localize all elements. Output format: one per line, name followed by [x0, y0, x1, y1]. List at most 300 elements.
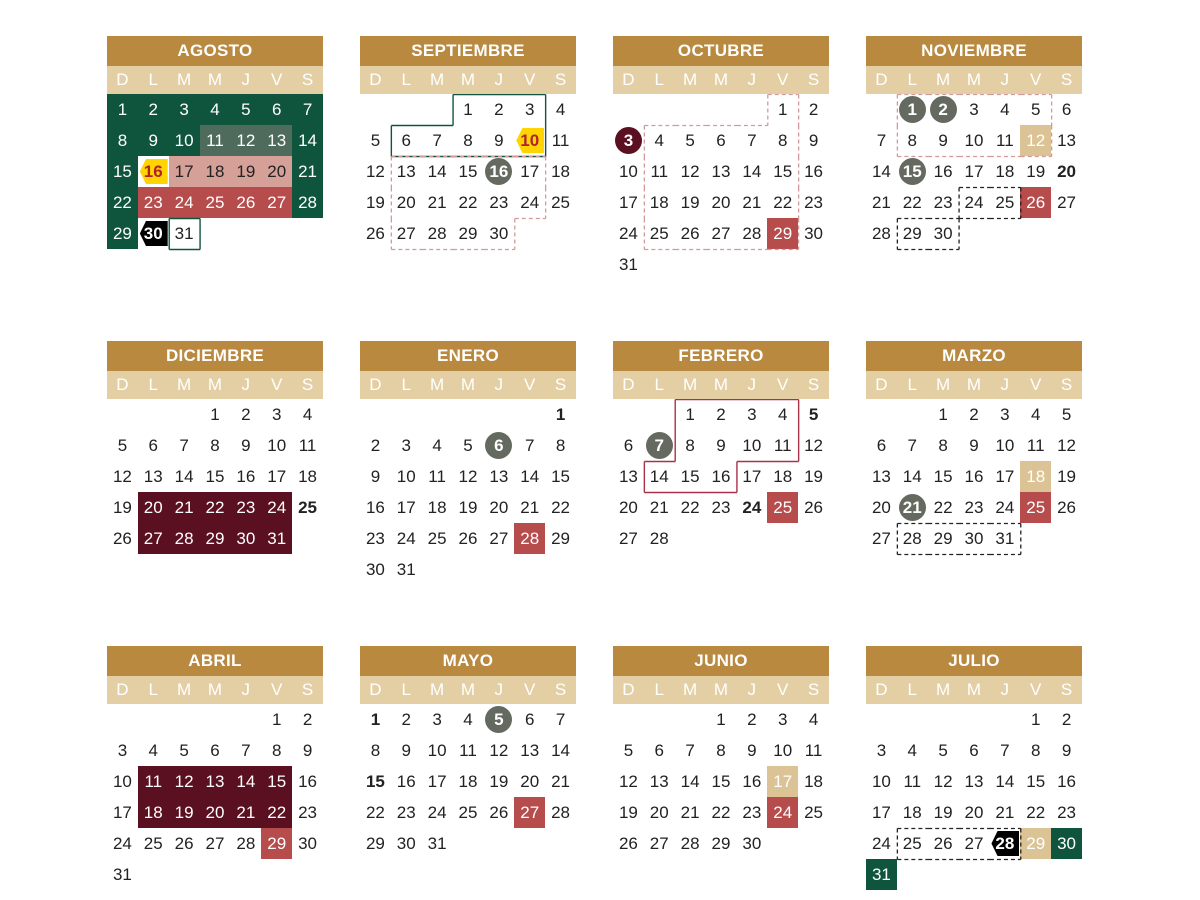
day-cell: 11 — [804, 741, 823, 760]
day-cell: 21 — [230, 797, 261, 828]
weekday-label: L — [907, 375, 917, 394]
day-cell: 13 — [200, 766, 231, 797]
day-cell: 1 — [897, 94, 928, 125]
day-cell: 12 — [1057, 436, 1077, 455]
weekday-label: J — [241, 70, 251, 89]
day-cell: 18 — [902, 803, 922, 822]
day-cell: 1 — [555, 405, 566, 424]
day-cell: 3 — [969, 100, 979, 119]
day-cell: 13 — [143, 467, 163, 486]
day-cell: 1 — [210, 405, 220, 424]
day-cell: 14 — [230, 766, 261, 797]
weekday-label: D — [875, 680, 888, 699]
day-cell: 24 — [995, 498, 1015, 517]
day-cell: 27 — [205, 834, 225, 853]
day-cell: 23 — [804, 193, 824, 212]
month-title: ABRIL — [107, 646, 323, 676]
weekday-label: J — [1000, 70, 1010, 89]
day-cell: 9 — [302, 741, 313, 760]
day-cell: 1 — [777, 100, 788, 119]
day-cell: 15 — [933, 467, 953, 486]
weekday-label: V — [776, 680, 789, 699]
day-cell: 6 — [401, 131, 411, 150]
day-cell: 7 — [1000, 741, 1010, 760]
weekday-label: L — [401, 375, 411, 394]
day-cell: 1 — [938, 405, 948, 424]
day-grid — [613, 94, 829, 280]
weekday-label: M — [430, 375, 445, 394]
day-cell: 18 — [200, 156, 231, 187]
day-cell: 22 — [773, 193, 793, 212]
day-cell: 11 — [428, 467, 446, 486]
day-cell: 21 — [680, 803, 700, 822]
day-cell: 6 — [623, 436, 634, 455]
day-cell: 19 — [804, 467, 824, 486]
day-cell: 13 — [396, 162, 416, 181]
weekday-header — [107, 676, 323, 704]
day-cell: 4 — [907, 741, 917, 760]
day-cell: 8 — [555, 436, 566, 455]
day-cell: 19 — [489, 772, 509, 791]
day-grid — [360, 399, 576, 585]
day-cell: 24 — [520, 193, 540, 212]
day-cell: 28 — [551, 803, 571, 822]
day-cell: 9 — [401, 741, 411, 760]
day-cell: 7 — [876, 131, 887, 150]
weekday-label: L — [148, 70, 158, 89]
day-cell: 25 — [902, 834, 922, 853]
day-cell: 7 — [179, 436, 189, 455]
weekday-label: M — [936, 680, 951, 699]
weekday-label: M — [936, 70, 951, 89]
day-cell: 19 — [1057, 467, 1077, 486]
day-cell: 25 — [200, 187, 231, 218]
month-enero — [360, 341, 576, 585]
day-cell: 7 — [432, 131, 442, 150]
weekday-label: M — [207, 375, 223, 394]
day-cell: 29 — [261, 828, 292, 859]
day-cell: 9 — [494, 131, 504, 150]
weekday-header — [866, 676, 1082, 704]
weekday-label: J — [241, 375, 251, 394]
day-cell: 15 — [458, 162, 478, 181]
day-cell: 1 — [685, 405, 695, 424]
day-cell: 17 — [767, 766, 798, 797]
day-cell: 17 — [618, 193, 638, 212]
day-cell: 15 — [205, 467, 225, 486]
day-cell: 4 — [654, 131, 664, 150]
day-cell: 6 — [716, 131, 726, 150]
day-cell: 12 — [169, 766, 200, 797]
day-cell: 3 — [401, 436, 411, 455]
day-cell: 6 — [1061, 100, 1072, 119]
day-grid — [866, 704, 1082, 890]
day-cell: 2 — [716, 405, 726, 424]
day-cell: 18 — [649, 193, 669, 212]
day-grid — [107, 704, 323, 890]
day-cell: 28 — [427, 224, 447, 243]
day-cell: 15 — [365, 772, 385, 791]
weekday-label: M — [713, 70, 729, 89]
day-cell: 28 — [169, 523, 200, 554]
day-cell: 8 — [907, 131, 917, 150]
day-cell: 7 — [747, 131, 757, 150]
day-cell: 15 — [1026, 772, 1046, 791]
day-cell: 12 — [365, 162, 385, 181]
day-cell: 30 — [804, 224, 824, 243]
weekday-label: D — [369, 680, 382, 699]
day-cell: 24 — [261, 492, 292, 523]
day-cell: 24 — [112, 834, 132, 853]
day-cell: 5 — [179, 741, 189, 760]
day-cell: 27 — [871, 529, 891, 548]
day-cell: 17 — [169, 156, 200, 187]
day-cell: 5 — [1061, 405, 1072, 424]
day-cell: 21 — [427, 193, 447, 212]
weekday-label: M — [460, 375, 476, 394]
weekday-label: S — [1060, 375, 1073, 394]
day-cell: 26 — [804, 498, 824, 517]
day-cell: 20 — [1057, 162, 1077, 181]
day-grid — [613, 399, 829, 585]
weekday-label: V — [776, 70, 789, 89]
day-cell: 25 — [458, 803, 478, 822]
day-cell: 10 — [169, 125, 200, 156]
day-cell: 4 — [808, 710, 819, 729]
month-julio — [866, 646, 1082, 890]
day-grid — [107, 399, 323, 585]
day-cell: 10 — [995, 436, 1015, 455]
day-cell: 8 — [777, 131, 788, 150]
day-cell: 11 — [138, 766, 169, 797]
day-cell: 17 — [742, 467, 762, 486]
day-cell: 3 — [777, 710, 788, 729]
day-cell: 19 — [365, 193, 385, 212]
weekday-label: L — [654, 70, 664, 89]
day-cell: 10 — [773, 741, 793, 760]
day-cell: 14 — [174, 467, 194, 486]
day-cell: 31 — [396, 560, 416, 579]
day-cell: 6 — [969, 741, 979, 760]
day-cell: 9 — [938, 131, 948, 150]
weekday-label: V — [270, 375, 283, 394]
day-cell: 18 — [138, 797, 169, 828]
day-cell: 22 — [1026, 803, 1046, 822]
day-cell: 4 — [432, 436, 442, 455]
day-cell: 20 — [871, 498, 891, 517]
day-cell: 21 — [520, 498, 540, 517]
day-cell: 13 — [1057, 131, 1077, 150]
day-cell: 27 — [964, 834, 984, 853]
day-cell: 26 — [1020, 187, 1051, 218]
day-cell: 22 — [933, 498, 953, 517]
day-cell: 12 — [458, 467, 478, 486]
day-cell: 29 — [933, 529, 953, 548]
day-cell: 28 — [649, 529, 669, 548]
day-cell: 4 — [200, 94, 231, 125]
day-cell: 17 — [520, 162, 540, 181]
day-cell: 10 — [618, 162, 638, 181]
day-cell: 5 — [623, 741, 634, 760]
day-cell: 17 — [964, 162, 984, 181]
day-cell: 1 — [716, 710, 726, 729]
day-cell: 8 — [938, 436, 948, 455]
day-cell: 5 — [685, 131, 695, 150]
day-cell: 4 — [777, 405, 788, 424]
day-cell: 5 — [463, 436, 473, 455]
day-cell: 6 — [148, 436, 158, 455]
day-cell: 20 — [520, 772, 540, 791]
day-cell: 23 — [138, 187, 169, 218]
day-cell: 12 — [933, 772, 953, 791]
day-cell: 2 — [808, 100, 819, 119]
day-cell: 30 — [230, 523, 261, 554]
day-cell: 18 — [804, 772, 824, 791]
weekday-label: L — [907, 680, 917, 699]
weekday-label: S — [1060, 680, 1073, 699]
day-cell: 31 — [995, 529, 1015, 548]
day-cell: 30 — [396, 834, 416, 853]
day-cell: 20 — [964, 803, 984, 822]
weekday-label: L — [401, 680, 411, 699]
day-cell: 24 — [396, 529, 416, 548]
month-noviembre — [866, 36, 1082, 280]
day-grid — [360, 704, 576, 890]
day-cell: 16 — [236, 467, 256, 486]
day-cell: 12 — [112, 467, 132, 486]
day-cell: 8 — [370, 741, 381, 760]
weekday-label: M — [207, 680, 223, 699]
month-title: JUNIO — [613, 646, 829, 676]
day-cell: 6 — [876, 436, 887, 455]
day-cell: 29 — [902, 224, 922, 243]
day-cell: 21 — [742, 193, 762, 212]
day-cell: 23 — [396, 803, 416, 822]
day-cell: 25 — [427, 529, 447, 548]
day-cell: 14 — [742, 162, 762, 181]
day-cell: 1 — [107, 94, 138, 125]
day-cell: 23 — [230, 492, 261, 523]
day-cell: 28 — [742, 224, 762, 243]
day-cell: 13 — [618, 467, 638, 486]
day-cell: 28 — [680, 834, 700, 853]
day-cell: 17 — [267, 467, 287, 486]
weekday-label: D — [116, 375, 129, 394]
weekday-label: S — [554, 70, 567, 89]
day-cell: 20 — [138, 492, 169, 523]
day-cell: 16 — [138, 156, 169, 187]
day-cell: 20 — [649, 803, 669, 822]
day-cell: 21 — [871, 193, 891, 212]
day-cell: 26 — [230, 187, 261, 218]
day-cell: 1 — [1030, 710, 1041, 729]
day-cell: 27 — [489, 529, 509, 548]
day-cell: 11 — [996, 131, 1014, 150]
day-cell: 4 — [148, 741, 158, 760]
month-title: DICIEMBRE — [107, 341, 323, 371]
weekday-label: M — [683, 680, 698, 699]
day-cell: 9 — [716, 436, 726, 455]
day-cell: 10 — [871, 772, 891, 791]
day-cell: 11 — [773, 436, 792, 455]
day-cell: 9 — [747, 741, 757, 760]
month-febrero — [613, 341, 829, 585]
day-cell: 3 — [432, 710, 442, 729]
day-cell: 13 — [964, 772, 984, 791]
day-cell: 25 — [143, 834, 163, 853]
day-cell: 2 — [494, 100, 504, 119]
day-cell: 15 — [897, 156, 928, 187]
month-octubre — [613, 36, 829, 280]
weekday-label: J — [747, 70, 757, 89]
day-cell: 7 — [555, 710, 566, 729]
day-cell: 22 — [107, 187, 138, 218]
day-cell: 17 — [112, 803, 132, 822]
weekday-label: V — [270, 70, 283, 89]
day-cell: 22 — [200, 492, 231, 523]
day-cell: 5 — [370, 131, 381, 150]
day-cell: 30 — [1051, 828, 1082, 859]
day-cell: 20 — [489, 498, 509, 517]
day-cell: 18 — [458, 772, 478, 791]
month-agosto — [107, 36, 323, 280]
weekday-label: M — [430, 680, 445, 699]
day-cell: 28 — [236, 834, 256, 853]
day-cell: 29 — [107, 218, 138, 249]
weekday-label: J — [747, 375, 757, 394]
day-cell: 1 — [271, 710, 282, 729]
day-cell: 2 — [928, 94, 959, 125]
day-cell: 23 — [298, 803, 318, 822]
day-cell: 30 — [138, 218, 169, 249]
day-cell: 19 — [618, 803, 638, 822]
day-cell: 30 — [365, 560, 385, 579]
weekday-label: J — [494, 375, 504, 394]
day-cell: 11 — [903, 772, 922, 791]
day-cell: 29 — [200, 523, 231, 554]
weekday-label: J — [241, 680, 251, 699]
day-cell: 22 — [551, 498, 571, 517]
weekday-label: M — [177, 680, 192, 699]
day-cell: 17 — [396, 498, 416, 517]
day-cell: 27 — [396, 224, 416, 243]
weekday-label: J — [1000, 375, 1010, 394]
day-cell: 24 — [742, 498, 762, 517]
day-cell: 16 — [1057, 772, 1077, 791]
weekday-label: M — [460, 70, 476, 89]
day-cell: 11 — [459, 741, 477, 760]
day-cell: 26 — [680, 224, 700, 243]
day-cell: 10 — [112, 772, 132, 791]
day-cell: 22 — [902, 193, 922, 212]
weekday-label: S — [807, 680, 820, 699]
weekday-header — [613, 66, 829, 94]
weekday-header — [107, 371, 323, 399]
day-cell: 3 — [747, 405, 757, 424]
day-cell: 25 — [995, 193, 1015, 212]
day-cell: 23 — [964, 498, 984, 517]
day-cell: 26 — [174, 834, 194, 853]
day-cell: 16 — [742, 772, 762, 791]
day-cell: 27 — [514, 797, 545, 828]
month-title: NOVIEMBRE — [866, 36, 1082, 66]
day-cell: 14 — [551, 741, 571, 760]
weekday-label: S — [807, 375, 820, 394]
day-cell: 3 — [1000, 405, 1010, 424]
day-cell: 13 — [649, 772, 669, 791]
day-cell: 22 — [680, 498, 700, 517]
weekday-label: M — [683, 70, 698, 89]
day-cell: 31 — [618, 255, 638, 274]
day-cell: 24 — [169, 187, 200, 218]
day-cell: 12 — [680, 162, 700, 181]
day-cell: 13 — [520, 741, 540, 760]
day-cell: 24 — [871, 834, 891, 853]
weekday-label: M — [966, 70, 982, 89]
day-cell: 7 — [685, 741, 695, 760]
day-cell: 5 — [230, 94, 261, 125]
weekday-label: V — [1029, 375, 1042, 394]
day-cell: 25 — [551, 193, 571, 212]
day-cell: 21 — [551, 772, 571, 791]
day-cell: 14 — [902, 467, 922, 486]
day-cell: 20 — [396, 193, 416, 212]
day-cell: 10 — [396, 467, 416, 486]
day-grid — [360, 94, 576, 280]
day-cell: 25 — [804, 803, 824, 822]
day-cell: 13 — [261, 125, 292, 156]
day-cell: 24 — [427, 803, 447, 822]
day-cell: 2 — [969, 405, 979, 424]
day-cell: 2 — [302, 710, 313, 729]
day-cell: 10 — [514, 125, 545, 156]
day-cell: 29 — [365, 834, 385, 853]
month-mayo — [360, 646, 576, 890]
weekday-label: J — [494, 70, 504, 89]
day-cell: 23 — [933, 193, 953, 212]
day-cell: 19 — [230, 156, 261, 187]
day-cell: 13 — [489, 467, 509, 486]
day-cell: 9 — [138, 125, 169, 156]
day-cell: 9 — [370, 467, 381, 486]
weekday-label: L — [907, 70, 917, 89]
day-cell: 21 — [649, 498, 669, 517]
day-cell: 15 — [680, 467, 700, 486]
day-cell: 5 — [808, 405, 819, 424]
day-cell: 20 — [200, 797, 231, 828]
weekday-header — [360, 371, 576, 399]
day-cell: 19 — [112, 498, 132, 517]
day-cell: 16 — [483, 156, 514, 187]
day-cell: 31 — [174, 224, 194, 243]
weekday-label: J — [1000, 680, 1010, 699]
weekday-label: D — [116, 680, 129, 699]
month-title: MAYO — [360, 646, 576, 676]
weekday-label: D — [622, 680, 635, 699]
day-cell: 2 — [370, 436, 381, 455]
weekday-label: S — [554, 375, 567, 394]
weekday-label: L — [148, 680, 158, 699]
day-grid — [866, 94, 1082, 280]
weekday-label: M — [966, 375, 982, 394]
weekday-label: S — [301, 375, 314, 394]
weekday-label: M — [713, 680, 729, 699]
day-cell: 5 — [1030, 100, 1041, 119]
day-cell: 23 — [1057, 803, 1077, 822]
weekday-label: L — [148, 375, 158, 394]
day-cell: 21 — [292, 156, 323, 187]
day-cell: 31 — [427, 834, 447, 853]
